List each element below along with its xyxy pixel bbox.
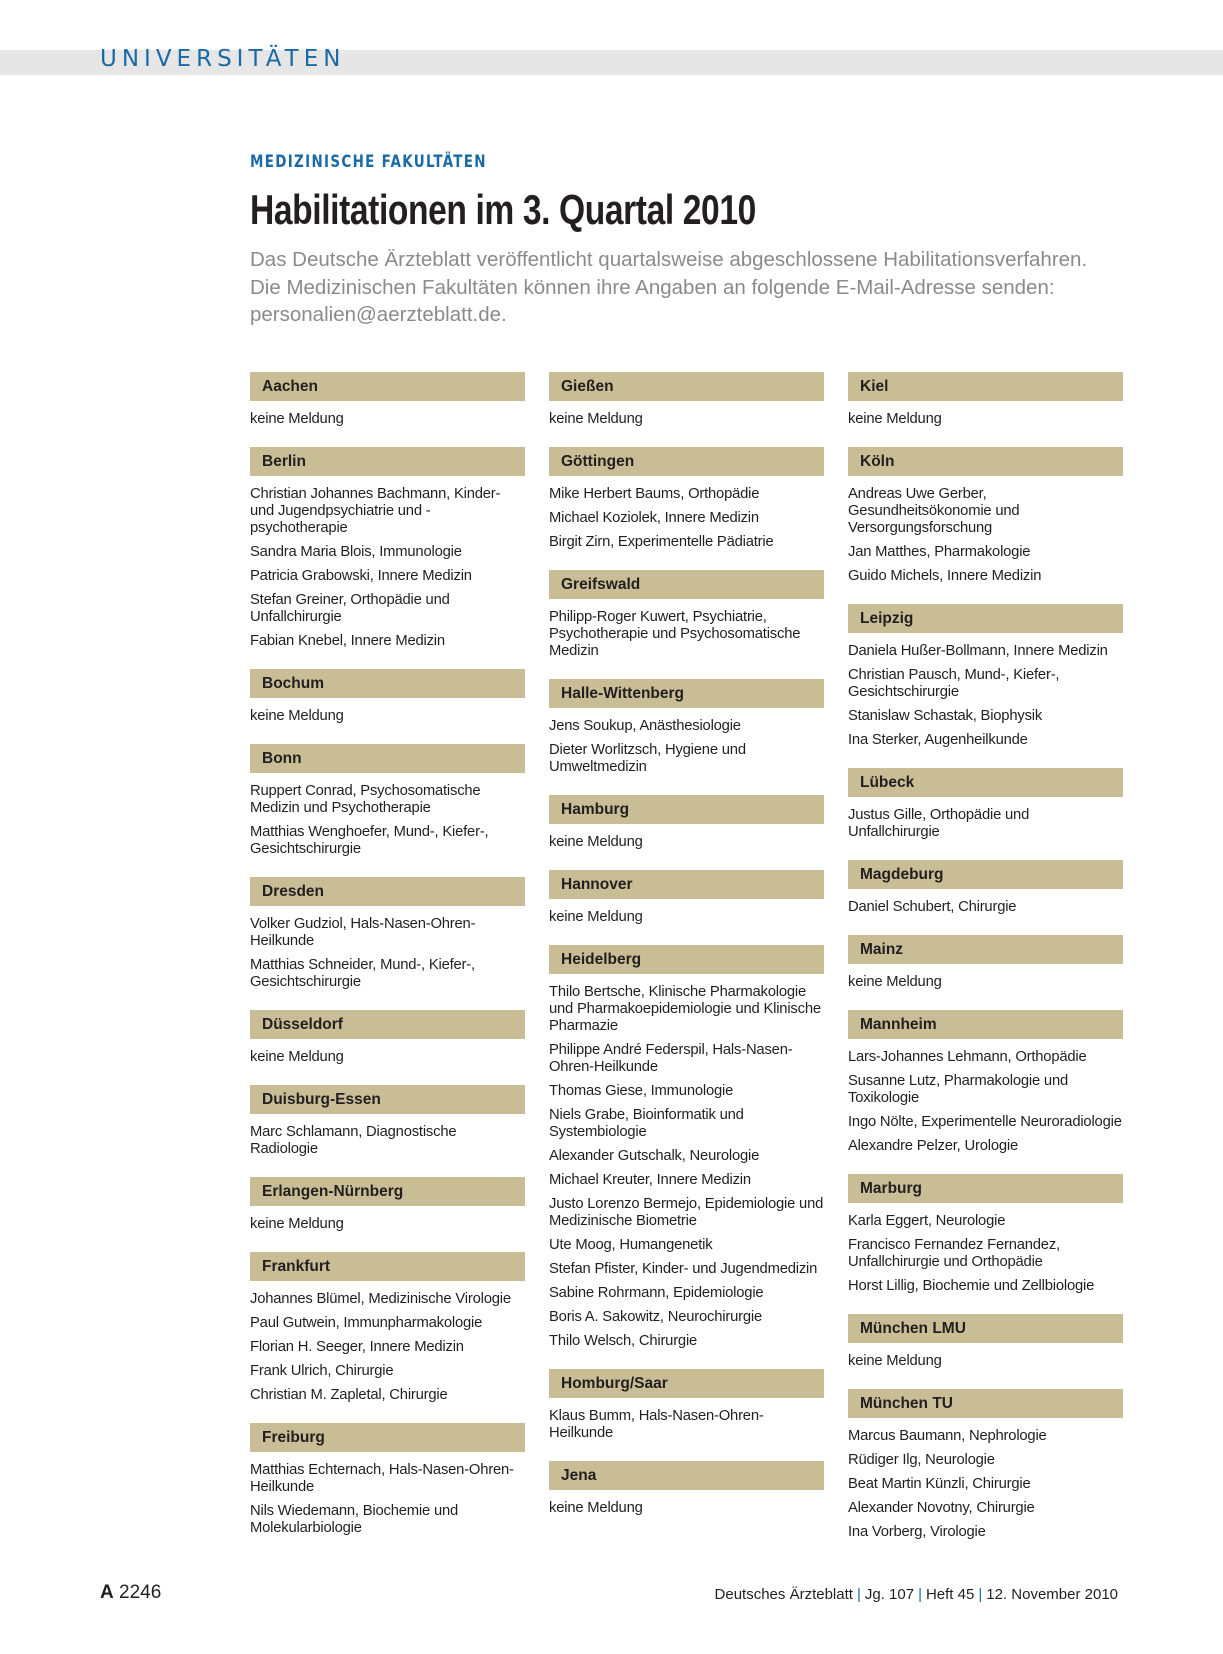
city-heading: Düsseldorf <box>250 1010 525 1039</box>
habilitation-entry: Dieter Worlitzsch, Hygiene und Umweltmedizin <box>549 742 746 775</box>
city-heading: Freiburg <box>250 1423 525 1452</box>
habilitation-entry: Justo Lorenzo Bermejo, Epidemiologie und Medizinische Biometrie <box>549 1196 824 1229</box>
habilitation-entry: keine Meldung <box>549 909 643 925</box>
habilitation-entry: Susanne Lutz, Pharmakologie und Toxikologie <box>848 1073 1069 1106</box>
journal-name: Deutsches Ärzteblatt <box>714 1586 853 1603</box>
habilitation-entry: Mike Herbert Baums, Orthopädie <box>549 486 760 502</box>
habilitation-entry: Ingo Nölte, Experimentelle Neuroradiologie <box>848 1114 1122 1130</box>
habilitation-entry: Thilo Welsch, Chirurgie <box>549 1333 698 1349</box>
city-heading: Göttingen <box>549 447 824 476</box>
city-section <box>848 860 1123 916</box>
habilitation-entry: Ruppert Conrad, Psychosomatische Medizin und Psychotherapie <box>250 783 481 816</box>
city-section <box>848 768 1123 841</box>
city-heading: Marburg <box>848 1174 1123 1203</box>
habilitation-entry: keine Meldung <box>848 411 942 427</box>
page-number-value: 2246 <box>119 1582 162 1603</box>
city-heading: Magdeburg <box>848 860 1123 889</box>
habilitation-entry: keine Meldung <box>549 411 643 427</box>
column-1 <box>250 372 525 1556</box>
city-section <box>848 1010 1123 1155</box>
city-section <box>250 1177 525 1233</box>
habilitation-entry: Nils Wiedemann, Biochemie und Molekularbiologie <box>250 1503 459 1536</box>
habilitation-entry: Marc Schlamann, Diagnostische Radiologie <box>250 1124 457 1157</box>
habilitation-entry: Niels Grabe, Bioinformatik und Systembiologie <box>549 1107 744 1140</box>
habilitation-entry: keine Meldung <box>250 708 344 724</box>
city-section <box>848 935 1123 991</box>
city-heading: Leipzig <box>848 604 1123 633</box>
habilitation-entry: Philippe André Federspil, Hals-Nasen-Ohren-Heilkunde <box>549 1042 793 1075</box>
footer-separator: | <box>918 1586 922 1603</box>
city-section <box>250 877 525 991</box>
city-section <box>848 447 1123 585</box>
city-section <box>549 795 824 851</box>
habilitation-entry: keine Meldung <box>549 834 643 850</box>
journal-date: 12. November 2010 <box>986 1586 1118 1603</box>
city-section <box>549 870 824 926</box>
article-kicker: MEDIZINISCHE FAKULTÄTEN <box>250 152 487 172</box>
city-heading: München TU <box>848 1389 1123 1418</box>
habilitation-entry: Fabian Knebel, Innere Medizin <box>250 633 445 649</box>
habilitation-entry: Matthias Echternach, Hals-Nasen-Ohren-Heilkunde <box>250 1462 514 1495</box>
habilitation-entry: keine Meldung <box>848 1353 942 1369</box>
habilitation-entry: Karla Eggert, Neurologie <box>848 1213 1006 1229</box>
habilitation-entry: Ina Sterker, Augenheilkunde <box>848 732 1028 748</box>
city-heading: Greifswald <box>549 570 824 599</box>
city-heading: Hannover <box>549 870 824 899</box>
city-section <box>250 744 525 858</box>
habilitation-entry: Alexander Novotny, Chirurgie <box>848 1500 1035 1516</box>
habilitation-entry: Boris A. Sakowitz, Neurochirurgie <box>549 1309 762 1325</box>
habilitation-entry: Michael Koziolek, Innere Medizin <box>549 510 759 526</box>
habilitation-entry: Rüdiger Ilg, Neurologie <box>848 1452 995 1468</box>
city-section <box>250 669 525 725</box>
city-section <box>250 1423 525 1537</box>
habilitation-entry: Volker Gudziol, Hals-Nasen-Ohren-Heilkunde <box>250 916 476 949</box>
city-heading: Mannheim <box>848 1010 1123 1039</box>
journal-volume: Jg. 107 <box>864 1586 915 1603</box>
habilitation-entry: Daniel Schubert, Chirurgie <box>848 899 1017 915</box>
habilitation-entry: Jan Matthes, Pharmakologie <box>848 544 1031 560</box>
city-section <box>250 372 525 428</box>
habilitation-entry: Jens Soukup, Anästhesiologie <box>549 718 741 734</box>
city-heading: Kiel <box>848 372 1123 401</box>
city-section <box>250 1252 525 1404</box>
city-heading: Gießen <box>549 372 824 401</box>
city-section <box>848 372 1123 428</box>
habilitation-entry: Stefan Greiner, Orthopädie und Unfallchirurgie <box>250 592 450 625</box>
habilitation-entry: Birgit Zirn, Experimentelle Pädiatrie <box>549 534 774 550</box>
city-section <box>848 1389 1123 1541</box>
habilitation-entry: Michael Kreuter, Innere Medizin <box>549 1172 751 1188</box>
habilitation-entry: Alexandre Pelzer, Urologie <box>848 1138 1018 1154</box>
habilitation-entry: Philipp-Roger Kuwert, Psychiatrie, Psychotherapie und Psychosomatische Medizin <box>549 609 801 659</box>
habilitation-entry: Christian M. Zapletal, Chirurgie <box>250 1387 448 1403</box>
habilitation-entry: Guido Michels, Innere Medizin <box>848 568 1042 584</box>
habilitation-entry: Horst Lillig, Biochemie und Zellbiologie <box>848 1278 1095 1294</box>
habilitation-entry: Matthias Schneider, Mund-, Kiefer-, Gesichtschirurgie <box>250 957 475 990</box>
column-2 <box>549 372 824 1536</box>
habilitation-entry: Ute Moog, Humangenetik <box>549 1237 713 1253</box>
habilitation-entry: Justus Gille, Orthopädie und Unfallchirurgie <box>848 807 1030 840</box>
habilitation-entry: keine Meldung <box>549 1500 643 1516</box>
habilitation-entry: Marcus Baumann, Nephrologie <box>848 1428 1047 1444</box>
habilitation-entry: Christian Johannes Bachmann, Kinder- und Jugendpsychiatrie und -psychotherapie <box>250 486 501 536</box>
habilitation-entry: Patricia Grabowski, Innere Medizin <box>250 568 472 584</box>
habilitation-entry: keine Meldung <box>250 411 344 427</box>
city-heading: Heidelberg <box>549 945 824 974</box>
city-heading: Berlin <box>250 447 525 476</box>
habilitation-entry: Johannes Blümel, Medizinische Virologie <box>250 1291 511 1307</box>
city-section <box>549 372 824 428</box>
habilitation-entry: Thomas Giese, Immunologie <box>549 1083 734 1099</box>
habilitation-entry: Ina Vorberg, Virologie <box>848 1524 986 1540</box>
habilitation-entry: Christian Pausch, Mund-, Kiefer-, Gesichtschirurgie <box>848 667 1060 700</box>
city-heading: Frankfurt <box>250 1252 525 1281</box>
habilitation-entry: keine Meldung <box>250 1216 344 1232</box>
article-intro: Das Deutsche Ärzteblatt veröffentlicht quartalsweise abgeschlossene Habilitationsverfahren. Die Medizinischen Fakultäten können ihre Angaben an folgende E-Mail-Adresse senden: personalien@aerzteblatt.de. <box>250 248 1088 326</box>
habilitation-entry: Daniela Hußer-Bollmann, Innere Medizin <box>848 643 1108 659</box>
habilitation-entry: Sandra Maria Blois, Immunologie <box>250 544 462 560</box>
city-heading: Homburg/Saar <box>549 1369 824 1398</box>
city-section <box>549 945 824 1350</box>
habilitation-entry: Frank Ulrich, Chirurgie <box>250 1363 394 1379</box>
city-section <box>250 1085 525 1158</box>
habilitation-entry: Florian H. Seeger, Innere Medizin <box>250 1339 464 1355</box>
city-heading: Halle-Wittenberg <box>549 679 824 708</box>
footer-separator: | <box>856 1586 861 1603</box>
city-heading: Duisburg-Essen <box>250 1085 525 1114</box>
habilitation-entry: Alexander Gutschalk, Neurologie <box>549 1148 760 1164</box>
journal-footer <box>715 1586 1118 1603</box>
city-heading: Mainz <box>848 935 1123 964</box>
city-section <box>250 447 525 650</box>
habilitation-entry: Stefan Pfister, Kinder- und Jugendmedizin <box>549 1261 818 1277</box>
city-section <box>549 1369 824 1442</box>
habilitation-entry: Beat Martin Künzli, Chirurgie <box>848 1476 1031 1492</box>
habilitation-entry: Stanislaw Schastak, Biophysik <box>848 708 1043 724</box>
city-section <box>549 1461 824 1517</box>
city-section <box>848 604 1123 749</box>
habilitation-entry: keine Meldung <box>848 974 942 990</box>
habilitation-entry: Matthias Wenghoefer, Mund-, Kiefer-, Gesichtschirurgie <box>250 824 489 857</box>
city-heading: München LMU <box>848 1314 1123 1343</box>
habilitation-entry: Thilo Bertsche, Klinische Pharmakologie und Pharmakoepidemiologie und Klinische Pharmazie <box>549 984 821 1034</box>
habilitation-entry: Francisco Fernandez Fernandez, Unfallchirurgie und Orthopädie <box>848 1237 1060 1270</box>
city-section <box>848 1174 1123 1295</box>
city-section <box>549 679 824 776</box>
habilitation-entry: Klaus Bumm, Hals-Nasen-Ohren-Heilkunde <box>549 1408 764 1441</box>
city-heading: Bochum <box>250 669 525 698</box>
habilitation-entry: Sabine Rohrmann, Epidemiologie <box>549 1285 764 1301</box>
footer-separator: | <box>978 1586 983 1603</box>
page-number <box>100 1582 161 1604</box>
article-title: Habilitationen im 3. Quartal 2010 <box>250 186 756 233</box>
page-prefix: A <box>100 1582 114 1603</box>
city-heading: Hamburg <box>549 795 824 824</box>
city-heading: Dresden <box>250 877 525 906</box>
city-section <box>549 447 824 551</box>
section-label: UNIVERSITÄTEN <box>100 46 346 72</box>
city-section <box>250 1010 525 1066</box>
habilitation-entry: Paul Gutwein, Immunpharmakologie <box>250 1315 483 1331</box>
city-heading: Lübeck <box>848 768 1123 797</box>
city-heading: Bonn <box>250 744 525 773</box>
city-section <box>549 570 824 660</box>
city-heading: Aachen <box>250 372 525 401</box>
city-heading: Köln <box>848 447 1123 476</box>
habilitation-entry: keine Meldung <box>250 1049 344 1065</box>
habilitation-entry: Andreas Uwe Gerber, Gesundheitsökonomie und Versorgungsforschung <box>848 486 1020 536</box>
city-heading: Jena <box>549 1461 824 1490</box>
city-heading: Erlangen-Nürnberg <box>250 1177 525 1206</box>
journal-issue: Heft 45 <box>925 1586 975 1603</box>
city-section <box>848 1314 1123 1370</box>
habilitation-entry: Lars-Johannes Lehmann, Orthopädie <box>848 1049 1087 1065</box>
column-3 <box>848 372 1123 1560</box>
